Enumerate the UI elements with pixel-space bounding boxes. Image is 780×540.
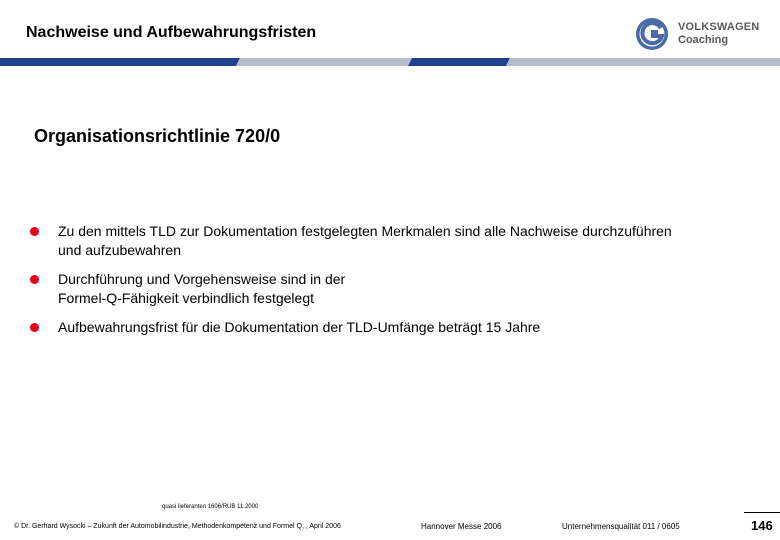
slide-title: Nachweise und Aufbewahrungsfristen [26,24,317,41]
vw-coaching-logo-icon [634,16,670,52]
bullet-text-line: Durchführung und Vorgehensweise sind in der [58,271,346,287]
bullet-text-line: Formel-Q-Fähigkeit verbindlich festgelegt [58,290,314,306]
header-band [0,58,780,66]
page-number: 146 [751,518,773,533]
footer-quality: Unternehmensqualität 011 / 0605 [562,522,680,531]
footer-divider [744,512,780,513]
bullet-text-line: und aufzubewahren [58,242,181,258]
bullet-text-line: Aufbewahrungsfrist für die Dokumentation der TLD-Umfänge beträgt 15 Jahre [58,319,541,335]
bullet-list [28,222,768,347]
logo-brand-text: VOLKSWAGEN [678,21,760,33]
bullet-dot-icon [30,275,39,284]
bullet-item [28,318,768,337]
section-heading: Organisationsrichtlinie 720/0 [34,126,281,146]
bullet-item [28,222,768,260]
vw-coaching-logo [634,16,774,52]
bullet-dot-icon [30,323,39,332]
footer-copyright: © Dr. Gerhard Wysocki – Zukunft der Automobilindustrie, Methodenkompetenz und Formel Q, , April 2006 [14,523,341,530]
source-note: quasi lieferanten 1606/RUB 11.2000 [162,504,259,510]
logo-sub-text: Coaching [678,34,729,46]
bullet-text-line: Zu den mittels TLD zur Dokumentation festgelegten Merkmalen sind alle Nachweise durchzuführen [58,223,672,239]
footer-event: Hannover Messe 2006 [421,522,502,531]
bullet-dot-icon [30,227,39,236]
bullet-item [28,270,768,308]
